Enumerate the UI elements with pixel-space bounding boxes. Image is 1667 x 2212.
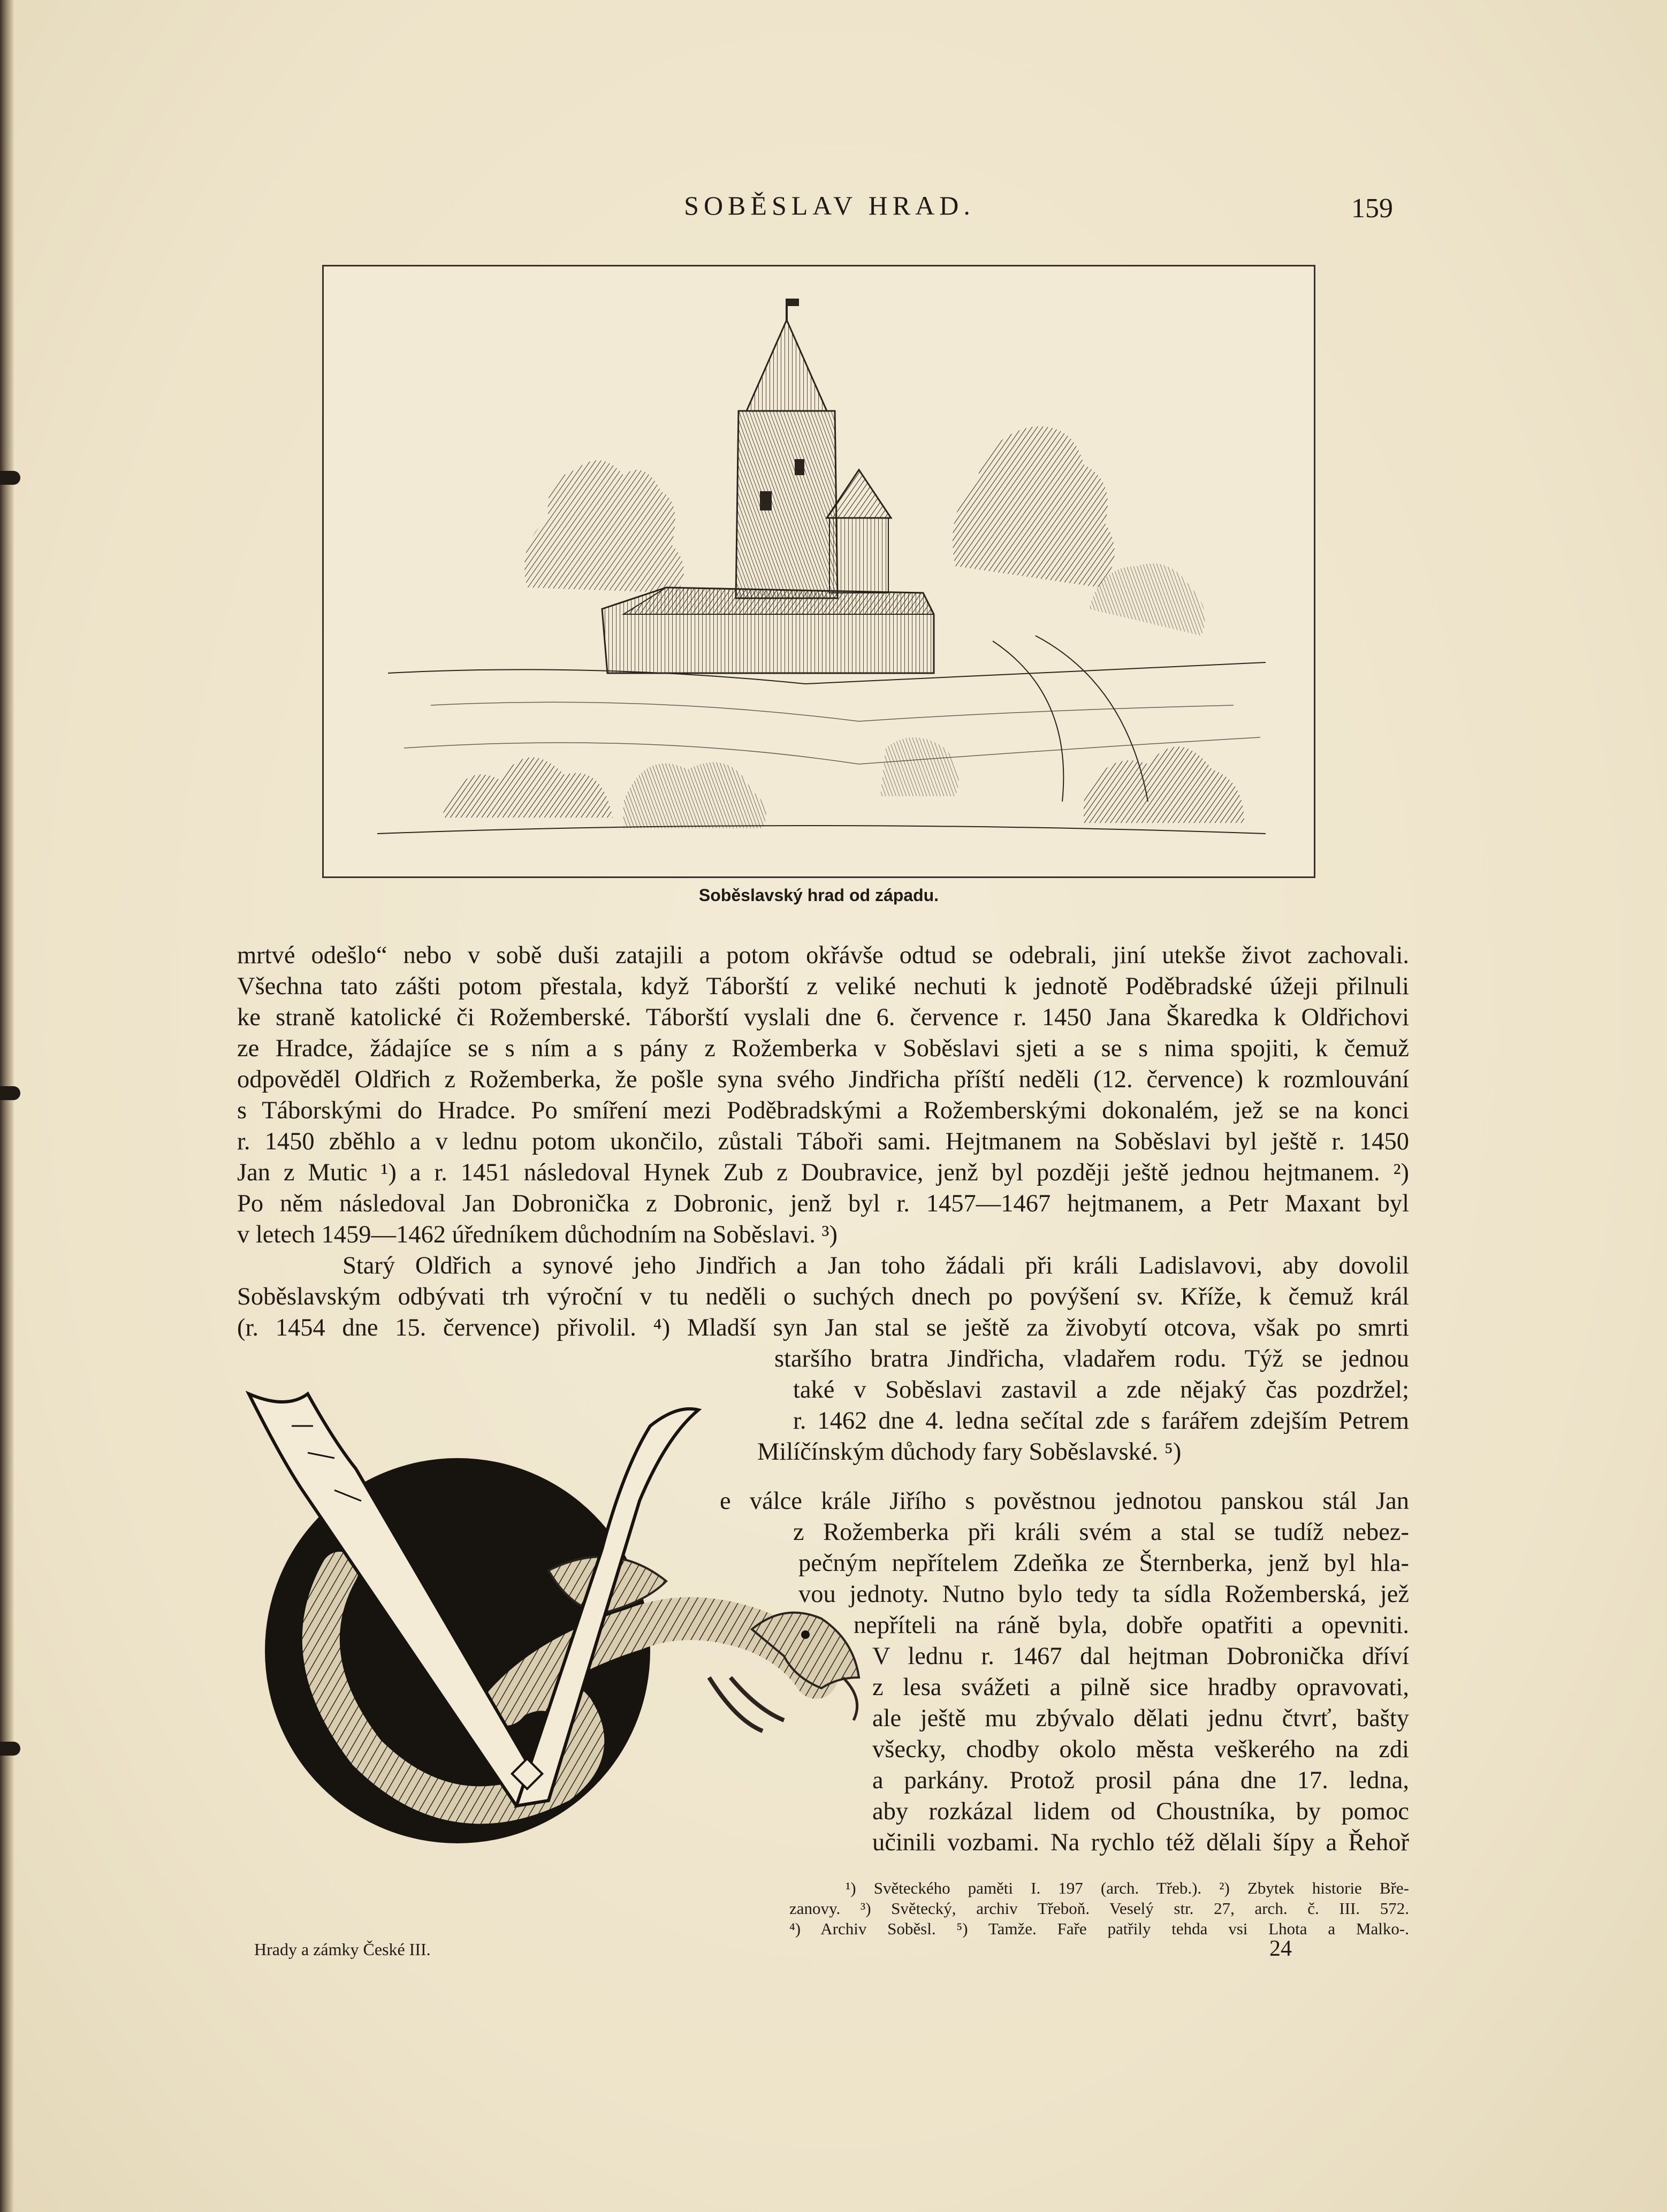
text-line: aby rozkázal lidem od Choustníka, by pomoc <box>872 1798 1409 1825</box>
dragon-initial <box>227 1378 886 1849</box>
text-line: v letech 1459—1462 úředníkem důchodním na Soběslavi. ³) <box>237 1221 838 1248</box>
text-line: také v Soběslavi zastavil a zde nějaký čas pozdržel; <box>793 1376 1409 1404</box>
footnote-line: ¹) Světeckého paměti I. 197 (arch. Třeb.). ²) Zbytek historie Bře- <box>846 1879 1409 1897</box>
text-line: z Rožemberka při králi svém a stal se tudíž nebez- <box>793 1519 1409 1546</box>
footnote-line: zanovy. ³) Světecký, archiv Třeboň. Veselý str. 27, arch. č. III. 572. <box>789 1899 1409 1918</box>
signature-number: 24 <box>1269 1936 1292 1961</box>
text-line: Starý Oldřich a synové jeho Jindřich a Jan toho žádali při králi Ladislavovi, aby dovolil <box>342 1252 1409 1279</box>
illustration-caption: Soběslavský hrad od západu. <box>698 886 939 905</box>
text-line: staršího bratra Jindřicha, vladařem rodu. Týž se jednou <box>774 1345 1409 1372</box>
text-line: učinili vozbami. Na rychlo též dělali šípy a Řehoř <box>872 1829 1409 1856</box>
text-line: s Táborskými do Hradce. Po smíření mezi Poděbradskými a Rožemberskými dokonalém, jež se na konci <box>237 1097 1409 1124</box>
text-line: Po něm následoval Jan Dobronička z Dobronic, jenž byl r. 1457—1467 hejtmanem, a Petr Maxant byl <box>237 1190 1409 1217</box>
book-signature: Hrady a zámky České III. <box>254 1940 431 1959</box>
text-line: Všechna tato zášti potom přestala, když Táborští z veliké nechuti k jednotě Poděbradské úžeji přilnuli <box>237 973 1409 1000</box>
running-head: SOBĚSLAV HRAD. <box>684 190 975 220</box>
text-line: z lesa svážeti a pilně sice hradby opravovati, <box>872 1674 1409 1701</box>
text-line: Jan z Mutic ¹) a r. 1451 následoval Hynek Zub z Doubravice, jenž byl později ještě jednou hejtmanem. ²) <box>237 1159 1409 1186</box>
footnote-line: ⁴) Archiv Soběsl. ⁵) Tamže. Faře patřily tehda vsi Lhota a Malko-. <box>789 1919 1409 1938</box>
text-line: ale ještě mu zbývalo dělati jednu čtvrť, bašty <box>872 1705 1409 1732</box>
text-line: V lednu r. 1467 dal hejtman Dobronička dříví <box>872 1643 1409 1670</box>
text-line: Milíčínským důchody fary Soběslavské. ⁵) <box>757 1438 1182 1466</box>
page-number: 159 <box>1351 193 1393 224</box>
text-line: e válce krále Jiřího s pověstnou jednotou panskou stál Jan <box>720 1488 1409 1515</box>
castle-engraving <box>322 265 1315 878</box>
text-line: nepříteli na ráně byla, dobře opatřiti a opevniti. <box>854 1612 1409 1639</box>
text-line: a parkány. Protož prosil pána dne 17. ledna, <box>872 1767 1409 1794</box>
text-line: r. 1462 dne 4. ledna sečítal zde s farářem zdejším Petrem <box>793 1407 1409 1435</box>
text-line: mrtvé odešlo“ nebo v sobě duši zatajili a potom okřávše odtud se odebrali, jiní utekše život zachovali. <box>237 942 1409 969</box>
text-line: r. 1450 zběhlo a v lednu potom ukončilo, zůstali Táboři sami. Hejtmanem na Soběslavi byl ještě r. 1450 <box>237 1128 1409 1155</box>
text-line: ze Hradce, žádajíce se s ním a s pány z Rožemberka v Soběslavi sjeti a se s nima spojiti, k čemuž <box>237 1035 1409 1062</box>
text-line: odpověděl Oldřich z Rožemberka, že pošle syna svého Jindřicha příští neděli (12. července) k rozmlouvání <box>237 1066 1409 1093</box>
book-spine-shadow <box>0 0 14 2212</box>
text-line: ke straně katolické či Rožemberské. Táborští vyslali dne 6. července r. 1450 Jana Škaredka k Oldřichovi <box>237 1004 1409 1031</box>
text-line: všecky, chodby okolo města veškerého na zdi <box>872 1736 1409 1763</box>
binding-mark <box>0 1742 20 1756</box>
binding-mark <box>0 471 20 485</box>
text-line: pečným nepřítelem Zdeňka ze Šternberka, jenž byl hla- <box>798 1550 1409 1577</box>
binding-mark <box>0 1086 20 1100</box>
text-line: vou jednoty. Nutno bylo tedy ta sídla Rožemberská, jež <box>798 1581 1409 1608</box>
text-line: (r. 1454 dne 15. července) přivolil. ⁴) Mladší syn Jan stal se ještě za živobytí otcova, však po smrti <box>237 1314 1409 1341</box>
text-line: Soběslavským odbývati trh výroční v tu neděli o suchých dnech po povýšení sv. Kříže, k čemuž král <box>237 1283 1409 1310</box>
